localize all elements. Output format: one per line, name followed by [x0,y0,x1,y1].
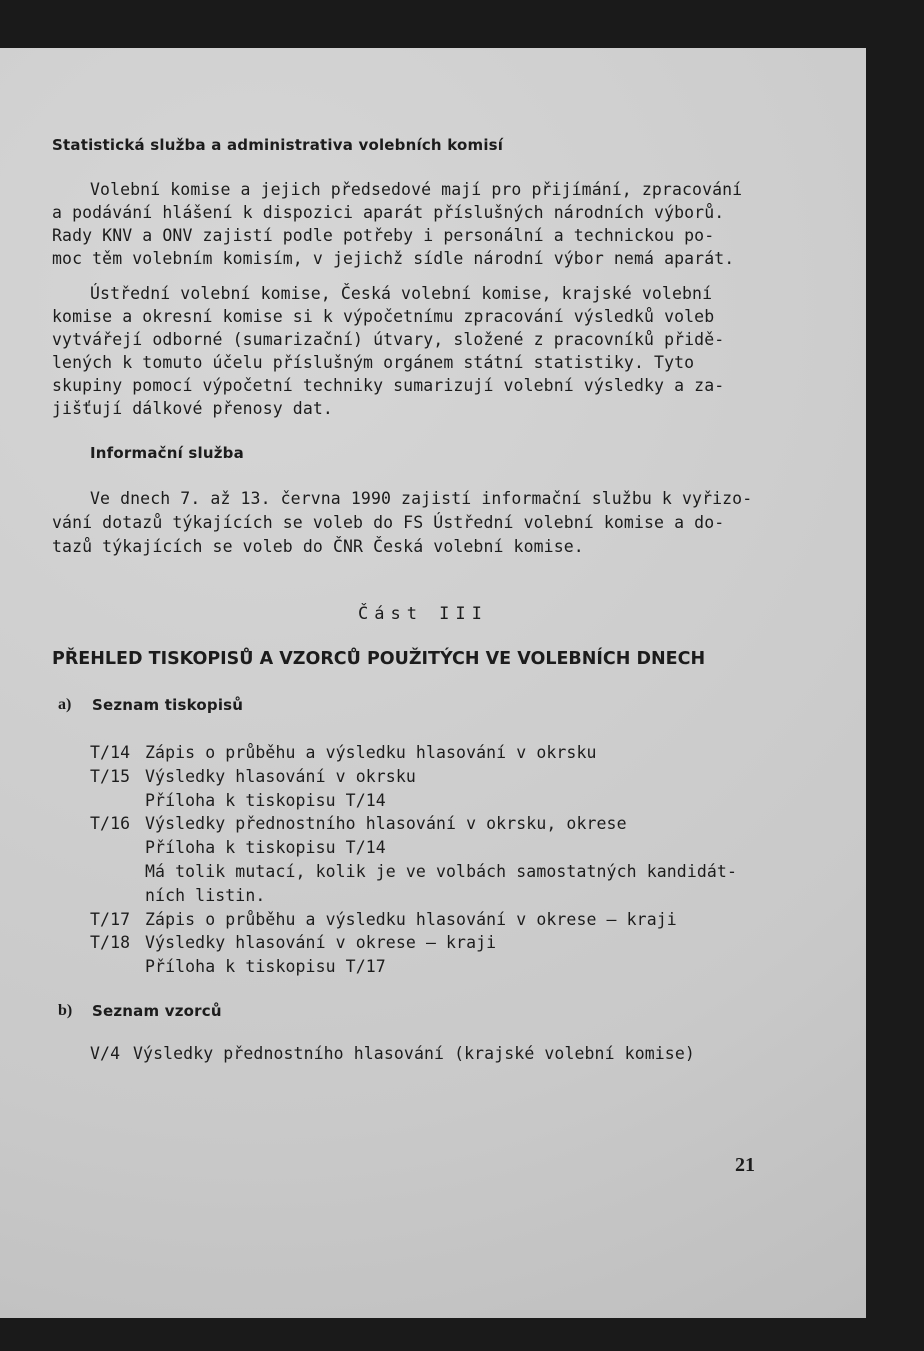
list-item-text: Zápis o průběhu a výsledku hlasování v okrsku [145,743,597,762]
paragraph-line: Ústřední volební komise, Česká volební komise, krajské volební [90,284,713,303]
document-page [0,48,866,1318]
list-item-code: T/14 [90,743,131,762]
list-marker: b) [58,1002,73,1019]
list-item-code: V/4 [90,1044,121,1063]
section-heading-information: Informační služba [90,444,244,462]
list-item-text: Příloha k tiskopisu T/14 [145,791,386,810]
list-item-text: Výsledky hlasování v okrsku [145,767,416,786]
list-item-text: ních listin. [145,886,266,905]
part-title: PŘEHLED TISKOPISŮ A VZORCŮ POUŽITÝCH VE VOLEBNÍCH DNECH [52,649,706,669]
list-heading-forms: Seznam tiskopisů [92,696,244,714]
paragraph-line: Volební komise a jejich předsedové mají pro přijímání, zpracování [90,180,743,199]
paragraph-line: vání dotazů týkajících se voleb do FS Ústřední volební komise a do- [52,513,725,532]
list-item-text: Výsledky přednostního hlasování (krajské volební komise) [133,1044,695,1063]
list-marker: a) [58,696,72,713]
list-item-code: T/18 [90,933,131,952]
section-heading-statistics: Statistická služba a administrativa volebních komisí [52,136,504,154]
list-item-text: Příloha k tiskopisu T/17 [145,957,386,976]
list-item-code: T/15 [90,767,131,786]
list-item-text: Výsledky přednostního hlasování v okrsku, okrese [145,814,627,833]
paragraph-line: Rady KNV a ONV zajistí podle potřeby i personální a technickou po- [52,226,715,245]
paragraph-line: lených k tomuto účelu příslušným orgánem státní statistiky. Tyto [52,353,695,372]
part-label: Část III [358,604,488,624]
paragraph-line: jišťují dálkové přenosy dat. [52,399,333,418]
list-item-text: Má tolik mutací, kolik je ve volbách samostatných kandidát- [145,862,737,881]
paragraph-line: vytvářejí odborné (sumarizační) útvary, složené z pracovníků přidě- [52,330,725,349]
list-item-code: T/16 [90,814,131,833]
paragraph-line: komise a okresní komise si k výpočetnímu zpracování výsledků voleb [52,307,715,326]
list-item-text: Příloha k tiskopisu T/14 [145,838,386,857]
paragraph-line: tazů týkajících se voleb do ČNR Česká volební komise. [52,537,584,556]
list-item-text: Zápis o průběhu a výsledku hlasování v okrese — kraji [145,910,677,929]
page-number: 21 [735,1154,755,1176]
list-item-code: T/17 [90,910,131,929]
list-item-text: Výsledky hlasování v okrese — kraji [145,933,497,952]
list-heading-templates: Seznam vzorců [92,1002,222,1020]
paragraph-line: moc těm volebním komisím, v jejichž sídle národní výbor nemá aparát. [52,249,735,268]
paragraph-line: skupiny pomocí výpočetní techniky sumarizují volební výsledky a za- [52,376,725,395]
paragraph-line: a podávání hlášení k dispozici aparát příslušných národních výborů. [52,203,725,222]
paragraph-line: Ve dnech 7. až 13. června 1990 zajistí informační službu k vyřizo- [90,489,753,508]
